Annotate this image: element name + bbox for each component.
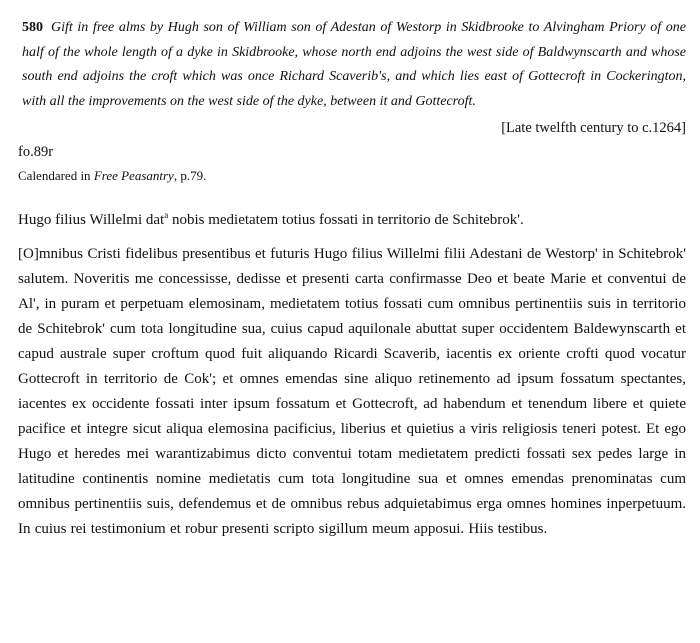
rubric-footnote-marker: a: [164, 210, 169, 220]
document-page: [18, 16, 686, 542]
calendared-suffix: , p.79.: [173, 168, 207, 183]
entry-number: 580: [22, 20, 43, 35]
calendared-prefix: Calendared in: [18, 168, 94, 183]
calendared-title: Free Peasantry: [93, 168, 174, 183]
calendared-note: [18, 167, 686, 185]
entry-date: [Late twelfth century to c.1264]: [501, 120, 686, 136]
rubric: [18, 205, 686, 230]
folio-reference: fo.89r: [18, 144, 54, 160]
entry-summary: Gift in free alms by Hugh son of William son of Adestan of Westorp in Skidbrooke to Alvingham Priory of one half of the whole length of a dyke in Skidbrooke, whose north end adjoins the west side of Baldwynscarth and whose south end adjoins the croft which was once Richard Scaverib's, and which lies east of Gottecroft in Cockerington, with all the improvements on the west side of the dyke, between it and Gottecroft.: [22, 20, 686, 109]
rubric-text-start: Hugo filius Willelmi dat: [18, 212, 165, 228]
entry-heading: [22, 16, 686, 114]
rubric-text-end: nobis medietatem totius fossati in territorio de Schitebrok'.: [168, 212, 524, 228]
charter-text: [O]mnibus Cristi fidelibus presentibus et futuris Hugo filius Willelmi filii Adestani de Westorp' in Schitebrok' salutem. Noveritis me concessisse, dedisse et presenti carta confirmasse Deo et beate Marie et conventui de Al', in puram et perpetuam elemosinam, medietatem totius fossati cum omnibus pertinentiis suis in territorio de Schitebrok' cum tota longitudine sua, cuius capud aquilonale abuttat super occidentem Baldewynscarth et capud australe super croftum quod fuit aliquando Ricardi Scaverib, iacentis ex oriente crofti quod vocatur Gottecroft in territorio de Cok'; et omnes emendas sine aliquo retinemento ad ipsum fossatum spectantes, iacentes ex occidente fossati inter ipsum fossatum et Gottecroft, ad habendum et tenendum libere et quiete pacifice et integre sicut aliqua elemosina pacificius, liberius et quietius a viris religiosis teneri potest. Et ego Hugo et heredes mei warantizabimus dicto conventui totam medietatem predicti fossati sex pedes large in latitudine continentis nomine medietatis cum tota longitudine sua et omnes emendas prenominatas cum omnibus pertinentiis suis, defendemus et de omnibus rebus adquietabimus erga omnes homines inperpetuum. In cuius rei testimonium et robur presenti scripto sigillum meum apposui. Hiis testibus.: [18, 246, 686, 537]
